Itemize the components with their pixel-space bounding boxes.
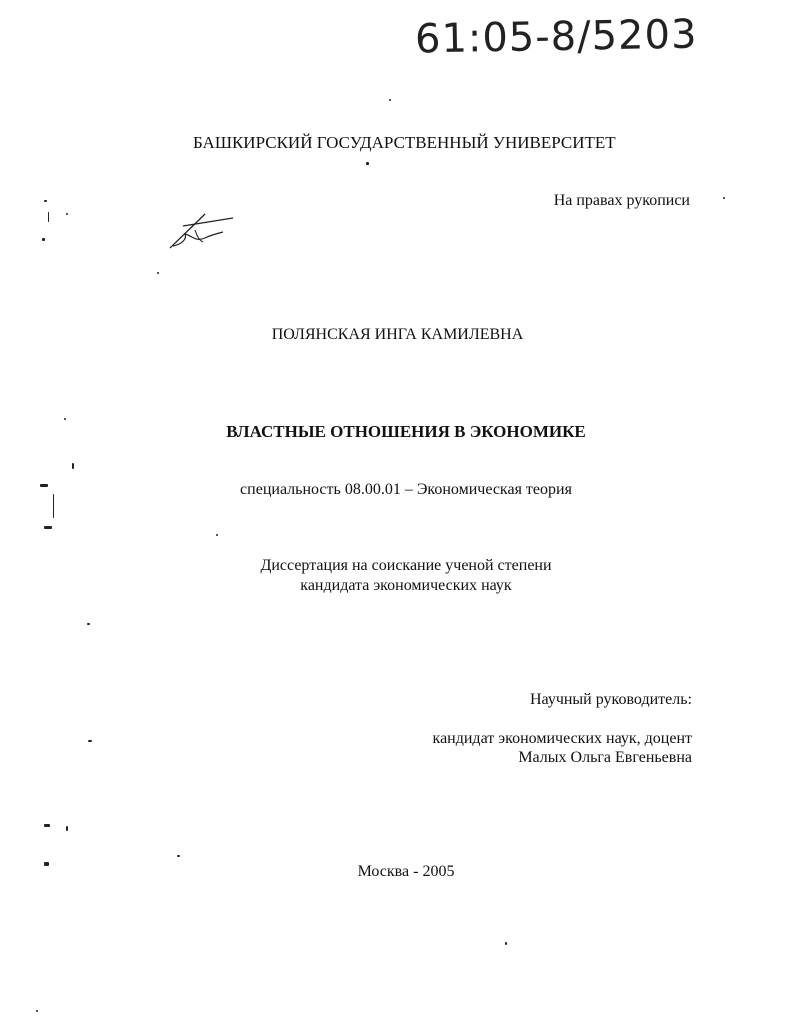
author-name: ПОЛЯНСКАЯ ИНГА КАМИЛЕВНА <box>271 326 524 343</box>
scan-speck <box>505 942 507 945</box>
degree-line-1: Диссертация на соискание ученой степени <box>260 557 552 574</box>
scan-speck <box>53 494 54 518</box>
scan-speck <box>48 212 49 222</box>
city-year: Москва - 2005 <box>357 863 455 880</box>
scan-speck <box>87 623 90 625</box>
scan-speck <box>42 238 45 241</box>
scan-speck <box>66 826 68 831</box>
scan-speck <box>44 526 52 529</box>
university-name: БАШКИРСКИЙ ГОСУДАРСТВЕННЫЙ УНИВЕРСИТЕТ <box>193 133 616 152</box>
handwritten-catalog-code: 61:05-8/5203 <box>414 11 698 63</box>
degree-line-2: кандидата экономических наук <box>300 577 512 594</box>
supervisor-name: Малых Ольга Евгеньевна <box>518 749 692 766</box>
manuscript-rights-note: На правах рукописи <box>553 192 690 209</box>
scan-speck <box>44 200 47 202</box>
scan-speck <box>157 272 159 274</box>
scan-speck <box>216 534 218 536</box>
scan-speck <box>366 162 369 165</box>
scan-speck <box>66 213 68 215</box>
scan-speck <box>44 824 50 827</box>
scan-speck <box>44 862 49 866</box>
scan-speck <box>40 484 48 487</box>
signature-mark <box>165 208 240 253</box>
dissertation-title: ВЛАСТНЫЕ ОТНОШЕНИЯ В ЭКОНОМИКЕ <box>226 422 586 441</box>
supervisor-label: Научный руководитель: <box>529 691 692 708</box>
scan-speck <box>64 418 66 420</box>
scan-speck <box>389 99 391 101</box>
scan-speck <box>88 740 92 742</box>
supervisor-rank: кандидат экономических наук, доцент <box>432 730 692 747</box>
scan-speck <box>36 1010 38 1012</box>
specialty-line: специальность 08.00.01 – Экономическая теория <box>240 481 572 498</box>
scan-speck <box>723 197 725 199</box>
scan-speck <box>177 855 180 857</box>
scan-speck <box>72 463 74 469</box>
